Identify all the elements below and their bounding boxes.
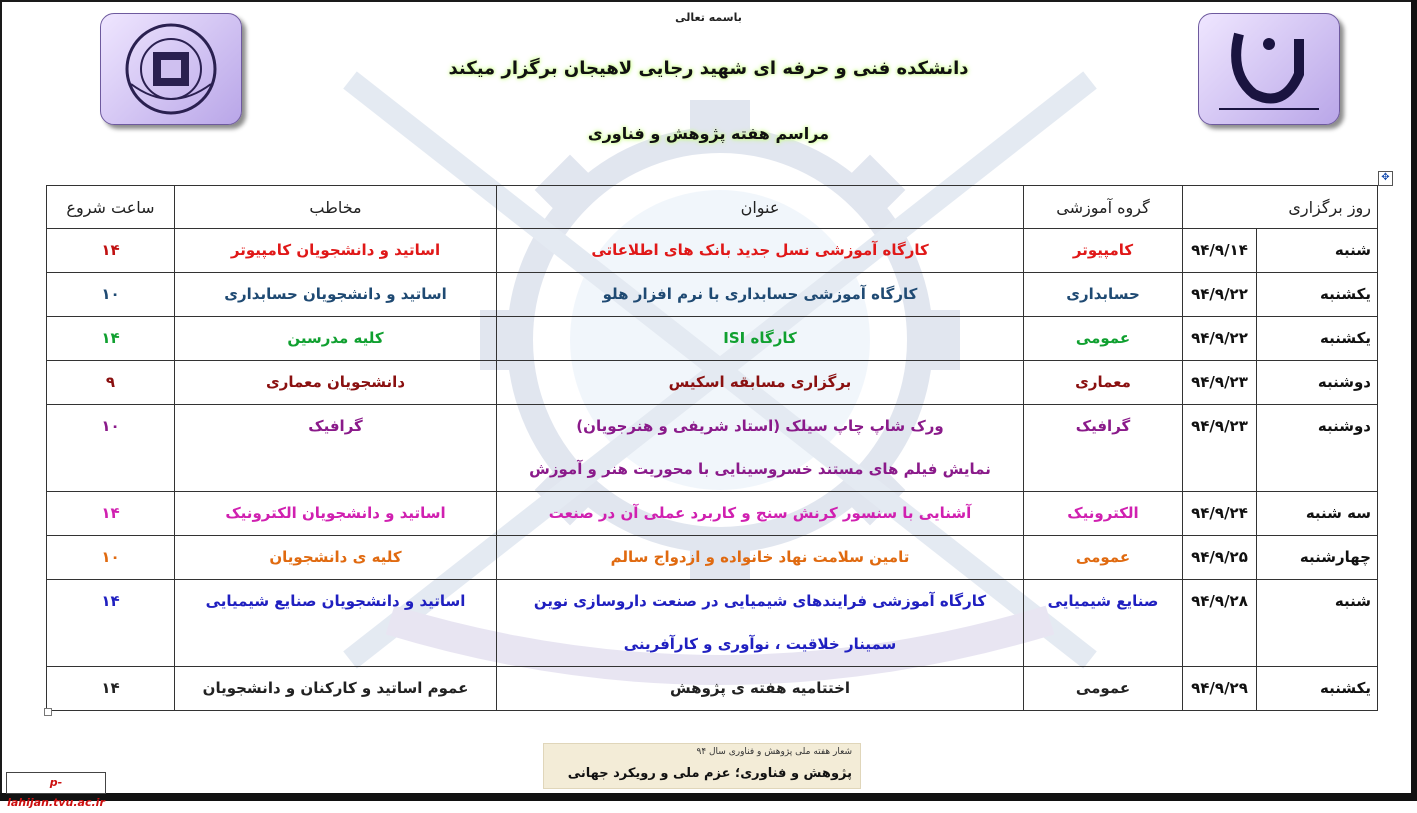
time-cell-text: ۱۰ bbox=[101, 285, 120, 303]
title-line: نمایش فیلم های مستند خسروسینایی با محوریت هنر و آموزش bbox=[529, 460, 991, 478]
time-cell-text: ۱۴ bbox=[101, 504, 120, 522]
time-cell-text: ۱۴ bbox=[101, 241, 120, 259]
title-line: برگزاری مسابقه اسکیس bbox=[668, 373, 852, 391]
time-cell bbox=[47, 405, 175, 492]
title-line: کارگاه آموزشی فرایندهای شیمیایی در صنعت داروسازی نوین bbox=[533, 592, 987, 610]
audience-cell bbox=[175, 405, 497, 492]
weekday-cell bbox=[1257, 536, 1378, 580]
date-cell bbox=[1183, 580, 1257, 667]
date-cell-text: ۹۴/۹/۲۳ bbox=[1191, 417, 1248, 435]
time-cell-text: ۱۴ bbox=[101, 329, 120, 347]
audience-cell bbox=[175, 667, 497, 711]
table-move-handle-icon[interactable]: ✥ bbox=[1378, 171, 1393, 186]
title-line: اختتامیه هفته ی پژوهش bbox=[669, 679, 851, 697]
table-row bbox=[47, 580, 1378, 667]
date-cell bbox=[1183, 492, 1257, 536]
time-cell-text: ۱۴ bbox=[101, 592, 120, 610]
audience-cell bbox=[175, 536, 497, 580]
weekday-cell-text: دوشنبه bbox=[1317, 373, 1371, 391]
title-cell bbox=[497, 580, 1024, 667]
time-cell-text: ۱۴ bbox=[101, 679, 120, 697]
group-cell-text: الکترونیک bbox=[1067, 504, 1139, 522]
title-line: کارگاه آموزشی حسابداری با نرم افزار هلو bbox=[602, 285, 918, 303]
weekday-cell bbox=[1257, 405, 1378, 492]
slogan-text: پژوهش و فناوری؛ عزم ملی و رویکرد جهانی bbox=[567, 766, 852, 781]
date-cell-text: ۹۴/۹/۲۹ bbox=[1191, 679, 1248, 697]
date-cell bbox=[1183, 317, 1257, 361]
date-cell-text: ۹۴/۹/۲۳ bbox=[1191, 373, 1248, 391]
basmala-heading: باسمه تعالی bbox=[675, 11, 742, 24]
weekday-cell bbox=[1257, 580, 1378, 667]
title-cell bbox=[497, 405, 1024, 492]
schedule-table bbox=[46, 185, 1378, 711]
title-line: کارگاه ISI bbox=[723, 329, 797, 347]
group-cell bbox=[1024, 492, 1183, 536]
table-row bbox=[47, 667, 1378, 711]
weekday-cell bbox=[1257, 229, 1378, 273]
group-cell bbox=[1024, 580, 1183, 667]
date-cell bbox=[1183, 273, 1257, 317]
group-cell-text: کامپیوتر bbox=[1072, 241, 1134, 259]
audience-cell bbox=[175, 229, 497, 273]
table-row bbox=[47, 492, 1378, 536]
title-cell bbox=[497, 317, 1024, 361]
weekday-cell bbox=[1257, 317, 1378, 361]
title-cell bbox=[497, 667, 1024, 711]
site-url: p-lahijan.tvu.ac.ir bbox=[6, 772, 106, 794]
time-cell bbox=[47, 229, 175, 273]
weekday-cell bbox=[1257, 273, 1378, 317]
audience-cell-text: اساتید و دانشجویان الکترونیک bbox=[225, 504, 446, 522]
title-cell bbox=[497, 492, 1024, 536]
table-row bbox=[47, 317, 1378, 361]
time-cell bbox=[47, 361, 175, 405]
date-cell-text: ۹۴/۹/۱۴ bbox=[1191, 241, 1248, 259]
header-audience: مخاطب bbox=[175, 186, 497, 229]
time-cell bbox=[47, 580, 175, 667]
group-cell bbox=[1024, 229, 1183, 273]
audience-cell-text: کلیه مدرسین bbox=[287, 329, 384, 347]
group-cell bbox=[1024, 536, 1183, 580]
audience-cell bbox=[175, 361, 497, 405]
time-cell bbox=[47, 492, 175, 536]
title-line: سمینار خلاقیت ، نوآوری و کارآفرینی bbox=[623, 635, 897, 653]
weekday-cell bbox=[1257, 361, 1378, 405]
audience-cell-text: اساتید و دانشجویان حسابداری bbox=[224, 285, 447, 303]
table-row bbox=[47, 405, 1378, 492]
weekday-cell-text: سه شنبه bbox=[1305, 504, 1371, 522]
group-cell-text: گرافیک bbox=[1075, 417, 1131, 435]
date-cell-text: ۹۴/۹/۲۲ bbox=[1191, 285, 1248, 303]
audience-cell bbox=[175, 580, 497, 667]
group-cell bbox=[1024, 667, 1183, 711]
date-cell bbox=[1183, 405, 1257, 492]
table-row bbox=[47, 273, 1378, 317]
weekday-cell-text: شنبه bbox=[1334, 241, 1371, 259]
date-cell bbox=[1183, 536, 1257, 580]
title-line: تامین سلامت نهاد خانواده و ازدواج سالم bbox=[610, 548, 910, 566]
group-cell-text: عمومی bbox=[1075, 548, 1131, 566]
date-cell bbox=[1183, 667, 1257, 711]
frame-shadow-right bbox=[1411, 0, 1417, 801]
title-cell bbox=[497, 229, 1024, 273]
weekday-cell-text: یکشنبه bbox=[1320, 679, 1371, 697]
page-subtitle: مراسم هفته پژوهش و فناوری bbox=[587, 124, 830, 143]
schedule-rows bbox=[47, 229, 1378, 711]
weekday-cell bbox=[1257, 667, 1378, 711]
header-group: گروه آموزشی bbox=[1024, 186, 1183, 229]
table-header-row bbox=[47, 186, 1378, 229]
audience-cell bbox=[175, 492, 497, 536]
time-cell bbox=[47, 317, 175, 361]
date-cell-text: ۹۴/۹/۲۵ bbox=[1191, 548, 1248, 566]
page-title: دانشکده فنی و حرفه ای شهید رجایی لاهیجان برگزار میکند bbox=[448, 58, 969, 79]
weekday-cell-text: یکشنبه bbox=[1320, 329, 1371, 347]
group-cell-text: عمومی bbox=[1075, 329, 1131, 347]
group-cell bbox=[1024, 273, 1183, 317]
time-cell-text: ۱۰ bbox=[101, 548, 120, 566]
date-cell-text: ۹۴/۹/۲۲ bbox=[1191, 329, 1248, 347]
time-cell-text: ۱۰ bbox=[101, 417, 120, 435]
group-cell bbox=[1024, 317, 1183, 361]
table-row bbox=[47, 229, 1378, 273]
table-row bbox=[47, 536, 1378, 580]
weekday-cell-text: یکشنبه bbox=[1320, 285, 1371, 303]
table-resize-handle[interactable] bbox=[44, 708, 52, 716]
title-cell bbox=[497, 536, 1024, 580]
group-cell-text: حسابداری bbox=[1066, 285, 1140, 303]
audience-cell-text: عموم اساتید و کارکنان و دانشجویان bbox=[202, 679, 469, 697]
weekday-cell-text: شنبه bbox=[1334, 592, 1371, 610]
slogan-caption: شعار هفته ملی پژوهش و فناوری سال ۹۴ bbox=[696, 747, 852, 757]
time-cell-text: ۹ bbox=[105, 373, 116, 391]
audience-cell-text: اساتید و دانشجویان کامپیوتر bbox=[230, 241, 441, 259]
date-cell-text: ۹۴/۹/۲۸ bbox=[1191, 592, 1248, 610]
frame-shadow-bottom bbox=[0, 793, 1417, 801]
time-cell bbox=[47, 273, 175, 317]
audience-cell-text: گرافیک bbox=[308, 417, 363, 435]
audience-cell-text: دانشجویان معماری bbox=[265, 373, 406, 391]
group-cell bbox=[1024, 361, 1183, 405]
date-cell bbox=[1183, 361, 1257, 405]
group-cell-text: عمومی bbox=[1075, 679, 1131, 697]
weekday-cell bbox=[1257, 492, 1378, 536]
group-cell bbox=[1024, 405, 1183, 492]
group-cell-text: صنایع شیمیایی bbox=[1047, 592, 1159, 610]
slogan-box bbox=[543, 743, 861, 789]
title-line: ورک شاپ چاپ سیلک (استاد شریفی و هنرجویان) bbox=[576, 417, 944, 435]
audience-cell-text: اساتید و دانشجویان صنایع شیمیایی bbox=[205, 592, 466, 610]
title-cell bbox=[497, 361, 1024, 405]
time-cell bbox=[47, 536, 175, 580]
audience-cell bbox=[175, 273, 497, 317]
header-day: روز برگزاری bbox=[1183, 186, 1378, 229]
header-time: ساعت شروع bbox=[47, 186, 175, 229]
title-line: آشنایی با سنسور کرنش سنج و کاربرد عملی آن در صنعت bbox=[548, 504, 972, 522]
audience-cell bbox=[175, 317, 497, 361]
title-line: کارگاه آموزشی نسل جدید بانک های اطلاعاتی bbox=[591, 241, 929, 259]
date-cell bbox=[1183, 229, 1257, 273]
weekday-cell-text: چهارشنبه bbox=[1299, 548, 1371, 566]
audience-cell-text: کلیه ی دانشجویان bbox=[269, 548, 402, 566]
title-cell bbox=[497, 273, 1024, 317]
weekday-cell-text: دوشنبه bbox=[1317, 417, 1371, 435]
date-cell-text: ۹۴/۹/۲۴ bbox=[1191, 504, 1248, 522]
time-cell bbox=[47, 667, 175, 711]
group-cell-text: معماری bbox=[1075, 373, 1131, 391]
table-row bbox=[47, 361, 1378, 405]
header-title: عنوان bbox=[497, 186, 1024, 229]
